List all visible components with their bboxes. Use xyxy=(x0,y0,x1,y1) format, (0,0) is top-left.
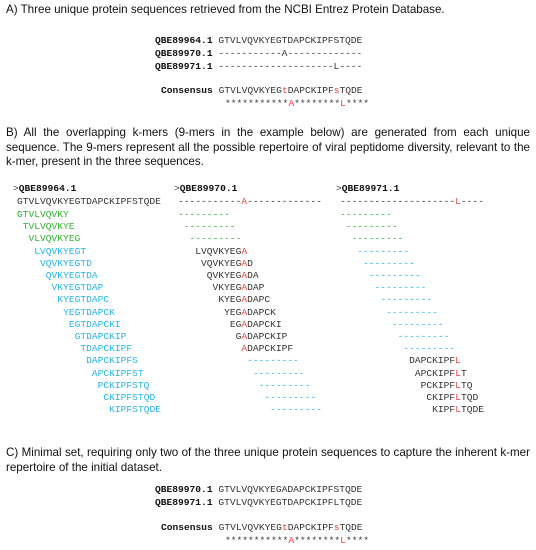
kmer-row xyxy=(369,270,421,281)
kmer-row xyxy=(409,355,461,366)
residue-segment: TQD xyxy=(460,392,479,403)
section-c-heading: C) Minimal set, requiring only two of the three unique protein sequences to capture the inherent k-mer repertoire of the initial dataset. xyxy=(6,446,530,474)
section-a-consensus-stars xyxy=(225,98,369,109)
kmer-row xyxy=(253,368,305,379)
residue-segment: VQVKYEG xyxy=(201,257,242,269)
residue-segment: L xyxy=(340,98,346,109)
residue-segment: ---- xyxy=(460,196,484,207)
sequence: GTVLVQVKYEGTDAPCKIPFLTQDE xyxy=(218,497,363,508)
kmer-row xyxy=(69,319,121,330)
kmer-row xyxy=(190,233,242,244)
kmer-row xyxy=(259,380,311,391)
residue-segment: LVQVKYEG xyxy=(195,245,242,257)
kmer-row xyxy=(386,307,438,318)
residue-segment: DAPCKIPFS xyxy=(86,355,138,367)
residue-segment: L xyxy=(340,535,346,546)
residue-segment: QVKYEGTDA xyxy=(45,270,98,281)
kmer-row xyxy=(103,392,155,403)
sequence: -----------A------------- xyxy=(218,48,363,59)
kmer-column-id-row xyxy=(13,183,76,194)
residue-segment: VLVQVKYEG xyxy=(28,233,81,245)
residue-segment: --------- xyxy=(380,294,433,306)
residue-segment: KYEG xyxy=(218,294,242,306)
section-c-row xyxy=(155,497,362,508)
kmer-row xyxy=(57,294,109,305)
residue-segment: **** xyxy=(345,535,369,546)
consensus-sequence xyxy=(219,85,363,96)
sequence-id: QBE89964.1 xyxy=(155,35,213,46)
kmer-row xyxy=(29,233,81,244)
residue-segment: --------- xyxy=(264,392,317,403)
residue-segment: TQDE xyxy=(339,522,363,533)
kmer-row xyxy=(346,221,398,232)
residue-segment: APCKIPF xyxy=(414,367,456,379)
residue-segment: PCKIPFSTQ xyxy=(97,379,150,391)
residue-segment: --------- xyxy=(368,270,421,281)
residue-segment: --------- xyxy=(374,282,427,294)
residue-segment: G xyxy=(235,331,242,342)
residue-segment: TDAPCKIPF xyxy=(80,343,133,355)
kmer-column-id-row xyxy=(174,183,237,194)
residue-segment: DAPC xyxy=(247,294,271,306)
residue-segment: GTVLVQVKYEGTDAPCKIPFSTQDE xyxy=(17,196,161,207)
kmer-column-sequence xyxy=(340,196,484,207)
residue-segment: TQDE xyxy=(460,404,484,416)
residue-segment: DAPCKIPF xyxy=(287,85,334,96)
kmer-row xyxy=(432,404,484,415)
kmer-row xyxy=(363,258,415,269)
residue-segment: --------- xyxy=(252,367,305,379)
kmer-row xyxy=(178,209,230,220)
fasta-marker: > xyxy=(174,183,180,194)
sequence-id: QBE89970.1 xyxy=(155,484,213,495)
consensus-label: Consensus xyxy=(161,522,213,533)
kmer-row xyxy=(86,355,138,366)
residue-segment: PCKIPF xyxy=(420,379,456,391)
kmer-row xyxy=(230,319,282,330)
residue-segment: --------- xyxy=(183,221,236,233)
kmer-row xyxy=(380,294,432,305)
residue-segment: --------- xyxy=(340,209,392,220)
residue-segment: A xyxy=(241,306,248,318)
sequence-id: QBE89971.1 xyxy=(155,497,213,508)
residue-segment: --------- xyxy=(403,343,456,355)
residue-segment: L xyxy=(455,355,461,367)
section-a-row xyxy=(155,61,362,72)
kmer-row xyxy=(264,392,316,403)
section-a-heading: A) Three unique protein sequences retrieved from the NCBI Entrez Protein Database. xyxy=(6,3,445,16)
kmer-row xyxy=(241,343,293,354)
residue-segment: LVQVKYEGT xyxy=(34,245,87,257)
residue-segment: DAPCKIPF xyxy=(409,355,456,367)
kmer-row xyxy=(34,246,86,257)
residue-segment: CKIPFSTQD xyxy=(103,392,156,403)
residue-segment: *********** xyxy=(225,535,289,546)
section-a-consensus-row xyxy=(161,85,363,96)
residue-segment: GTVLVQVKYEG xyxy=(218,522,282,533)
residue-segment: A xyxy=(241,270,248,281)
kmer-row xyxy=(421,380,473,391)
residue-segment: EG xyxy=(229,318,242,330)
kmer-row xyxy=(184,221,236,232)
kmer-row xyxy=(375,282,427,293)
residue-segment: L xyxy=(455,367,461,379)
kmer-row xyxy=(17,209,69,220)
kmer-row xyxy=(392,319,444,330)
section-b-heading: B) All the overlapping k-mers (9-mers in the example below) are generated from each unique sequence. The 9-mers represent all the possible repertoire of viral peptidome diversity, relevant to the k-mer, present in the three sequences. xyxy=(6,126,530,168)
sequence: --------------------L---- xyxy=(218,61,363,72)
sequence: GTVLVQVKYEGTDAPCKIPFSTQDE xyxy=(218,35,363,46)
kmer-column-sequence xyxy=(17,196,161,207)
kmer-row xyxy=(109,404,161,415)
residue-segment: --------- xyxy=(357,245,410,257)
residue-segment: KYEGTDAPC xyxy=(57,294,110,306)
residue-segment: DAPCKIPF xyxy=(287,522,334,533)
kmer-row xyxy=(63,307,115,318)
consensus-sequence xyxy=(219,522,363,533)
kmer-row xyxy=(92,368,144,379)
residue-segment: CKIPF xyxy=(426,392,456,403)
residue-segment: L xyxy=(455,404,461,416)
residue-segment: ******** xyxy=(294,98,341,109)
residue-segment: GTVLVQVKY xyxy=(17,209,69,220)
kmer-row xyxy=(403,343,455,354)
kmer-row xyxy=(80,343,132,354)
residue-segment: L xyxy=(455,196,461,207)
residue-segment: A xyxy=(241,294,248,306)
kmer-row xyxy=(357,246,409,257)
kmer-column-id: QBE89970.1 xyxy=(179,183,238,194)
residue-segment: KIPFSTQDE xyxy=(109,404,161,416)
kmer-row xyxy=(270,404,322,415)
residue-segment: --------- xyxy=(345,221,398,233)
kmer-row xyxy=(247,355,299,366)
residue-segment: DAP xyxy=(247,282,265,294)
kmer-row xyxy=(426,392,478,403)
residue-segment: s xyxy=(333,85,340,96)
kmer-row xyxy=(236,331,288,342)
section-a-row xyxy=(155,48,362,59)
residue-segment: DAPCK xyxy=(247,306,276,318)
section-c-consensus-row xyxy=(161,522,363,533)
residue-segment: KIPF xyxy=(432,404,456,416)
kmer-row xyxy=(213,282,265,293)
residue-segment: DAPCKI xyxy=(247,318,282,330)
residue-segment: A xyxy=(241,282,248,294)
kmer-row xyxy=(398,331,450,342)
kmer-row xyxy=(98,380,150,391)
residue-segment: t xyxy=(281,85,288,96)
residue-segment: TVLVQVKYE xyxy=(22,221,75,233)
residue-segment: --------- xyxy=(270,404,322,416)
kmer-column-sequence xyxy=(178,196,322,207)
residue-segment: A xyxy=(241,343,248,355)
residue-segment: L xyxy=(455,392,461,403)
residue-segment: VQVKYEGTD xyxy=(40,257,92,269)
residue-segment: --------- xyxy=(351,233,404,245)
kmer-row xyxy=(415,368,467,379)
residue-segment: --------- xyxy=(189,233,242,245)
residue-segment: D xyxy=(247,257,253,269)
kmer-column-id-row xyxy=(336,183,399,194)
fasta-marker: > xyxy=(13,183,19,194)
residue-segment: t xyxy=(281,522,288,533)
residue-segment: DA xyxy=(247,270,259,281)
residue-segment: --------- xyxy=(258,379,311,391)
fasta-marker: > xyxy=(336,183,342,194)
kmer-row xyxy=(195,246,247,257)
kmer-row xyxy=(207,270,259,281)
consensus-label: Consensus xyxy=(161,85,213,96)
residue-segment: ----------- xyxy=(178,196,242,207)
residue-segment: VKYEGTDAP xyxy=(51,282,104,294)
kmer-column-id: QBE89971.1 xyxy=(341,183,400,194)
residue-segment: A xyxy=(241,257,248,269)
residue-segment: YEGTDAPCK xyxy=(63,306,115,318)
section-c-row xyxy=(155,484,362,495)
residue-segment: -------------------- xyxy=(340,196,456,207)
residue-segment: TQDE xyxy=(339,85,363,96)
residue-segment: EGTDAPCKI xyxy=(68,318,121,330)
kmer-row xyxy=(52,282,104,293)
kmer-row xyxy=(75,331,127,342)
kmer-row xyxy=(352,233,404,244)
residue-segment: A xyxy=(288,98,295,109)
section-c-consensus-stars xyxy=(225,535,369,546)
residue-segment: A xyxy=(241,331,248,342)
kmer-row xyxy=(340,209,392,220)
kmer-row xyxy=(224,307,276,318)
residue-segment: QVKYEG xyxy=(206,270,242,281)
residue-segment: --------- xyxy=(363,257,415,269)
residue-segment: GTVLVQVKYEG xyxy=(218,85,282,96)
residue-segment: --------- xyxy=(386,306,438,318)
kmer-row xyxy=(218,294,270,305)
residue-segment: L xyxy=(455,379,461,391)
residue-segment: A xyxy=(241,318,248,330)
residue-segment: GTDAPCKIP xyxy=(74,331,127,342)
residue-segment: APCKIPFST xyxy=(91,367,144,379)
kmer-row xyxy=(201,258,253,269)
residue-segment: --------- xyxy=(178,209,230,220)
residue-segment: --------- xyxy=(247,355,299,367)
residue-segment: TQ xyxy=(460,379,473,391)
residue-segment: T xyxy=(460,367,467,379)
residue-segment: DAPCKIPF xyxy=(247,343,294,355)
residue-segment: A xyxy=(288,535,295,546)
kmer-row xyxy=(40,258,92,269)
residue-segment: YEG xyxy=(224,306,242,318)
residue-segment: --------- xyxy=(397,331,450,342)
sequence-id: QBE89971.1 xyxy=(155,61,213,72)
kmer-row xyxy=(23,221,75,232)
kmer-column-id: QBE89964.1 xyxy=(18,183,77,194)
section-a-row xyxy=(155,35,362,46)
kmer-row xyxy=(46,270,98,281)
sequence: GTVLVQVKYEGADAPCKIPFSTQDE xyxy=(218,484,363,495)
residue-segment: A xyxy=(241,245,248,257)
residue-segment: A xyxy=(241,196,248,207)
residue-segment: *********** xyxy=(225,98,289,109)
residue-segment: DAPCKIP xyxy=(247,331,288,342)
residue-segment: ******** xyxy=(294,535,341,546)
residue-segment: ------------- xyxy=(247,196,322,207)
residue-segment: **** xyxy=(345,98,369,109)
sequence-id: QBE89970.1 xyxy=(155,48,213,59)
residue-segment: --------- xyxy=(391,318,444,330)
residue-segment: VKYEG xyxy=(212,282,242,294)
residue-segment: s xyxy=(333,522,340,533)
